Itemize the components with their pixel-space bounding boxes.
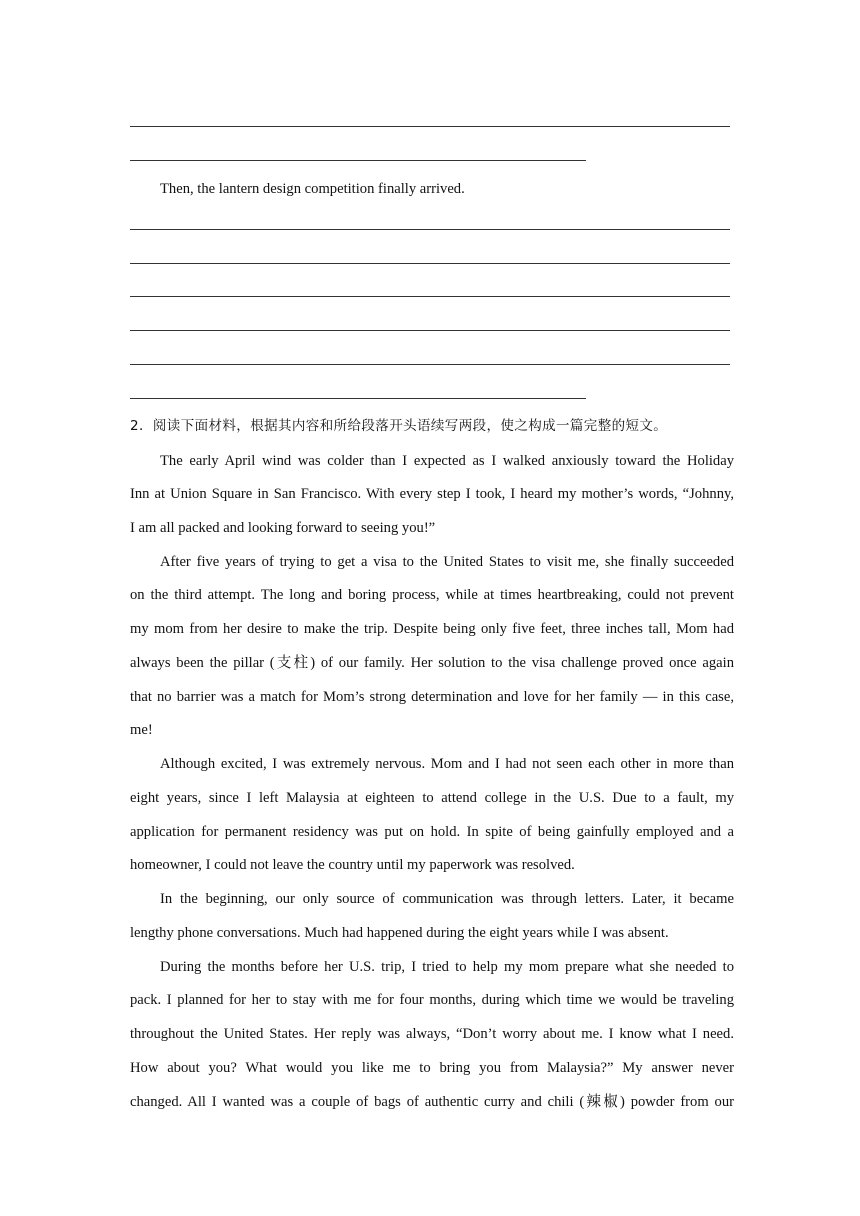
answer-line [130,229,730,230]
passage-line: The early April wind was colder than I expected as I walked anxiously toward the Holiday [160,453,734,469]
continuation-prompt: Then, the lantern design competition finally arrived. [160,181,465,197]
passage-line: How about you? What would you like me to bring you from Malaysia?” My answer never [130,1060,734,1076]
passage-line: always been the pillar (支柱) of our family. Her solution to the visa challenge proved once again [130,655,734,671]
passage-line: throughout the United States. Her reply was always, “Don’t worry about me. I know what I need. [130,1026,734,1042]
passage-line: During the months before her U.S. trip, I tried to help my mom prepare what she needed to [160,959,734,975]
passage-line: After five years of trying to get a visa to the United States to visit me, she finally succeeded [160,554,734,570]
answer-line [130,263,730,264]
passage-line: I am all packed and looking forward to seeing you!” [130,520,436,536]
passage-line: Inn at Union Square in San Francisco. With every step I took, I heard my mother’s words, “Johnny, [130,486,734,502]
answer-line [130,398,586,399]
passage-line: Although excited, I was extremely nervous. Mom and I had not seen each other in more than [160,756,734,772]
answer-line [130,364,730,365]
passage-line: on the third attempt. The long and boring process, while at times heartbreaking, could not prevent [130,587,734,603]
passage-line: changed. All I wanted was a couple of bags of authentic curry and chili (辣椒) powder from our [130,1094,734,1110]
passage-line: lengthy phone conversations. Much had happened during the eight years while I was absent. [130,925,669,941]
question-instruction: 2．阅读下面材料，根据其内容和所给段落开头语续写两段，使之构成一篇完整的短文。 [130,418,668,434]
passage-line: In the beginning, our only source of communication was through letters. Later, it became [160,891,734,907]
answer-line [130,126,730,127]
passage-line: my mom from her desire to make the trip. Despite being only five feet, three inches tall, Mom had [130,621,734,637]
answer-line [130,330,730,331]
answer-line [130,160,586,161]
passage-line: pack. I planned for her to stay with me for four months, during which time we would be traveling [130,992,734,1008]
passage-line: that no barrier was a match for Mom’s strong determination and love for her family — in this case, [130,689,734,705]
passage-line: me! [130,722,153,738]
passage-line: eight years, since I left Malaysia at eighteen to attend college in the U.S. Due to a fault, my [130,790,734,806]
answer-line [130,296,730,297]
passage-line: homeowner, I could not leave the country until my paperwork was resolved. [130,857,575,873]
passage-line: application for permanent residency was put on hold. In spite of being gainfully employed and a [130,824,734,840]
